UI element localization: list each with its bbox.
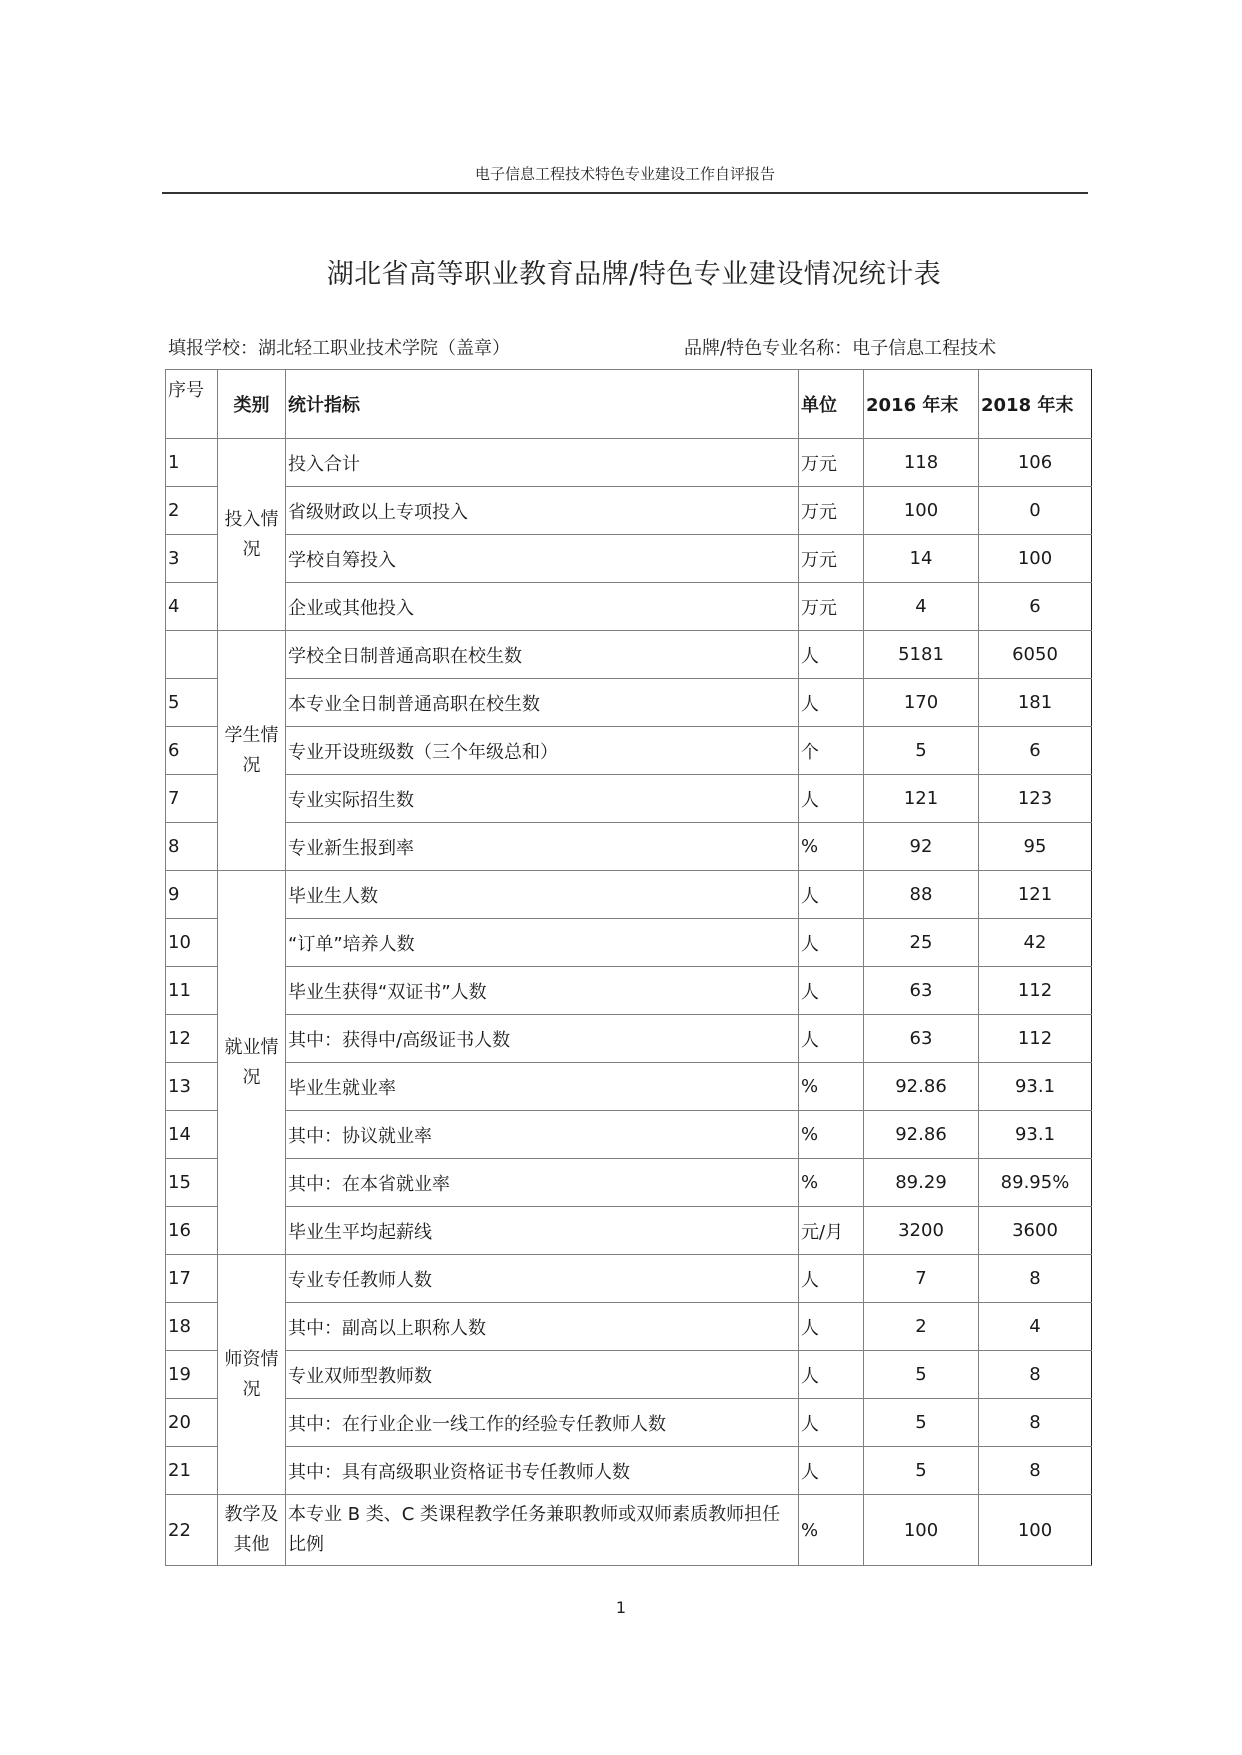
row-unit: %: [799, 1111, 864, 1159]
category-cell: 就业情况: [218, 871, 286, 1255]
row-seq: 17: [166, 1255, 218, 1303]
row-unit: 人: [799, 1399, 864, 1447]
row-seq: 10: [166, 919, 218, 967]
statistics-table: [165, 369, 1092, 1566]
header-indicator: 统计指标: [286, 370, 799, 439]
row-seq: 15: [166, 1159, 218, 1207]
row-unit: 人: [799, 871, 864, 919]
row-value-2018: 106: [979, 439, 1092, 487]
row-unit: 人: [799, 679, 864, 727]
row-seq: 12: [166, 1015, 218, 1063]
table-row: [166, 487, 1092, 535]
row-seq: 2: [166, 487, 218, 535]
table-row: [166, 1351, 1092, 1399]
row-indicator: 其中：在行业企业一线工作的经验专任教师人数: [286, 1399, 799, 1447]
row-value-2018: 100: [979, 535, 1092, 583]
category-cell: 投入情况: [218, 439, 286, 631]
running-header: 电子信息工程技术特色专业建设工作自评报告: [474, 165, 775, 183]
table-row: [166, 1399, 1092, 1447]
row-value-2016: 5: [864, 1351, 979, 1399]
row-indicator: 毕业生获得“双证书”人数: [286, 967, 799, 1015]
row-seq: 16: [166, 1207, 218, 1255]
row-value-2016: 5: [864, 1447, 979, 1495]
row-unit: 元/月: [799, 1207, 864, 1255]
row-seq: 6: [166, 727, 218, 775]
document-title: 湖北省高等职业教育品牌/特色专业建设情况统计表: [326, 259, 942, 290]
row-value-2016: 63: [864, 1015, 979, 1063]
row-value-2016: 170: [864, 679, 979, 727]
row-value-2016: 4: [864, 583, 979, 631]
row-value-2018: 8: [979, 1351, 1092, 1399]
row-seq: 11: [166, 967, 218, 1015]
row-value-2016: 92.86: [864, 1111, 979, 1159]
row-indicator: 学校自筹投入: [286, 535, 799, 583]
header-rule: [162, 192, 1088, 194]
row-indicator: 其中：获得中/高级证书人数: [286, 1015, 799, 1063]
row-value-2016: 88: [864, 871, 979, 919]
header-unit: 单位: [799, 370, 864, 439]
table-row: [166, 679, 1092, 727]
table-row: [166, 1207, 1092, 1255]
row-value-2016: 92.86: [864, 1063, 979, 1111]
row-value-2018: 6: [979, 727, 1092, 775]
table-row: [166, 1255, 1092, 1303]
row-value-2018: 4: [979, 1303, 1092, 1351]
row-value-2018: 100: [979, 1495, 1092, 1566]
row-seq: 19: [166, 1351, 218, 1399]
row-unit: %: [799, 823, 864, 871]
row-indicator: “订单”培养人数: [286, 919, 799, 967]
row-indicator: 本专业 B 类、C 类课程教学任务兼职教师或双师素质教师担任比例: [286, 1495, 799, 1566]
major-name: 品牌/特色专业名称：电子信息工程技术: [684, 338, 997, 359]
row-value-2018: 95: [979, 823, 1092, 871]
row-indicator: 专业新生报到率: [286, 823, 799, 871]
row-unit: 人: [799, 1447, 864, 1495]
row-seq: 18: [166, 1303, 218, 1351]
row-value-2016: 118: [864, 439, 979, 487]
row-value-2018: 89.95%: [979, 1159, 1092, 1207]
header-2016: 2016 年末: [864, 370, 979, 439]
row-value-2018: 93.1: [979, 1063, 1092, 1111]
row-seq: 21: [166, 1447, 218, 1495]
row-unit: 人: [799, 775, 864, 823]
header-2018: 2018 年末: [979, 370, 1092, 439]
row-seq: 13: [166, 1063, 218, 1111]
row-indicator: 学校全日制普通高职在校生数: [286, 631, 799, 679]
table-row: [166, 1447, 1092, 1495]
table-row: [166, 535, 1092, 583]
table-row: [166, 967, 1092, 1015]
row-value-2016: 100: [864, 487, 979, 535]
table-row: [166, 823, 1092, 871]
row-value-2018: 6: [979, 583, 1092, 631]
row-indicator: 专业实际招生数: [286, 775, 799, 823]
row-value-2018: 6050: [979, 631, 1092, 679]
category-cell: 师资情况: [218, 1255, 286, 1495]
table-row: [166, 1015, 1092, 1063]
table-row: [166, 1495, 1092, 1566]
table-row: [166, 919, 1092, 967]
row-value-2016: 14: [864, 535, 979, 583]
row-value-2016: 5: [864, 1399, 979, 1447]
row-unit: %: [799, 1159, 864, 1207]
row-value-2016: 100: [864, 1495, 979, 1566]
row-value-2018: 93.1: [979, 1111, 1092, 1159]
row-unit: 万元: [799, 535, 864, 583]
row-value-2018: 8: [979, 1399, 1092, 1447]
row-indicator: 投入合计: [286, 439, 799, 487]
row-unit: 人: [799, 631, 864, 679]
row-seq: 4: [166, 583, 218, 631]
category-cell: 学生情况: [218, 631, 286, 871]
row-value-2018: 112: [979, 967, 1092, 1015]
table-row: [166, 871, 1092, 919]
row-seq: 20: [166, 1399, 218, 1447]
table-row: [166, 439, 1092, 487]
row-unit: 人: [799, 1351, 864, 1399]
row-unit: 万元: [799, 439, 864, 487]
row-value-2016: 7: [864, 1255, 979, 1303]
row-value-2018: 8: [979, 1447, 1092, 1495]
row-value-2016: 25: [864, 919, 979, 967]
row-seq: [166, 631, 218, 679]
table-row: [166, 1159, 1092, 1207]
row-value-2016: 121: [864, 775, 979, 823]
row-unit: %: [799, 1495, 864, 1566]
row-indicator: 其中：副高以上职称人数: [286, 1303, 799, 1351]
table-row: [166, 583, 1092, 631]
table-row: [166, 727, 1092, 775]
table-row: [166, 775, 1092, 823]
row-seq: 7: [166, 775, 218, 823]
table-row: [166, 631, 1092, 679]
category-cell: 教学及其他: [218, 1495, 286, 1566]
row-unit: 万元: [799, 583, 864, 631]
header-category: 类别: [218, 370, 286, 439]
row-unit: 人: [799, 1015, 864, 1063]
row-seq: 5: [166, 679, 218, 727]
row-indicator: 企业或其他投入: [286, 583, 799, 631]
page-number: 1: [615, 1598, 627, 1617]
row-indicator: 其中：协议就业率: [286, 1111, 799, 1159]
row-unit: 个: [799, 727, 864, 775]
row-unit: 万元: [799, 487, 864, 535]
row-value-2016: 89.29: [864, 1159, 979, 1207]
row-indicator: 专业双师型教师数: [286, 1351, 799, 1399]
reporting-school: 填报学校：湖北轻工职业技术学院（盖章）: [168, 338, 510, 359]
table-row: [166, 1111, 1092, 1159]
row-seq: 8: [166, 823, 218, 871]
row-seq: 3: [166, 535, 218, 583]
row-value-2016: 92: [864, 823, 979, 871]
row-indicator: 毕业生人数: [286, 871, 799, 919]
row-indicator: 毕业生平均起薪线: [286, 1207, 799, 1255]
table-row: [166, 1303, 1092, 1351]
row-unit: %: [799, 1063, 864, 1111]
table-row: [166, 1063, 1092, 1111]
row-seq: 1: [166, 439, 218, 487]
row-value-2016: 5181: [864, 631, 979, 679]
row-indicator: 毕业生就业率: [286, 1063, 799, 1111]
header-seq: 序号: [166, 370, 218, 439]
row-value-2018: 123: [979, 775, 1092, 823]
row-indicator: 专业开设班级数（三个年级总和）: [286, 727, 799, 775]
row-unit: 人: [799, 1255, 864, 1303]
row-value-2018: 112: [979, 1015, 1092, 1063]
row-indicator: 专业专任教师人数: [286, 1255, 799, 1303]
row-value-2018: 8: [979, 1255, 1092, 1303]
row-value-2018: 121: [979, 871, 1092, 919]
row-indicator: 本专业全日制普通高职在校生数: [286, 679, 799, 727]
row-indicator: 省级财政以上专项投入: [286, 487, 799, 535]
row-seq: 14: [166, 1111, 218, 1159]
row-indicator: 其中：在本省就业率: [286, 1159, 799, 1207]
row-seq: 22: [166, 1495, 218, 1566]
row-unit: 人: [799, 919, 864, 967]
table-header-row: [166, 370, 1092, 439]
row-indicator: 其中：具有高级职业资格证书专任教师人数: [286, 1447, 799, 1495]
row-value-2016: 5: [864, 727, 979, 775]
row-unit: 人: [799, 967, 864, 1015]
row-value-2018: 0: [979, 487, 1092, 535]
row-value-2016: 2: [864, 1303, 979, 1351]
row-value-2018: 3600: [979, 1207, 1092, 1255]
row-seq: 9: [166, 871, 218, 919]
row-unit: 人: [799, 1303, 864, 1351]
row-value-2016: 3200: [864, 1207, 979, 1255]
row-value-2018: 181: [979, 679, 1092, 727]
row-value-2018: 42: [979, 919, 1092, 967]
row-value-2016: 63: [864, 967, 979, 1015]
